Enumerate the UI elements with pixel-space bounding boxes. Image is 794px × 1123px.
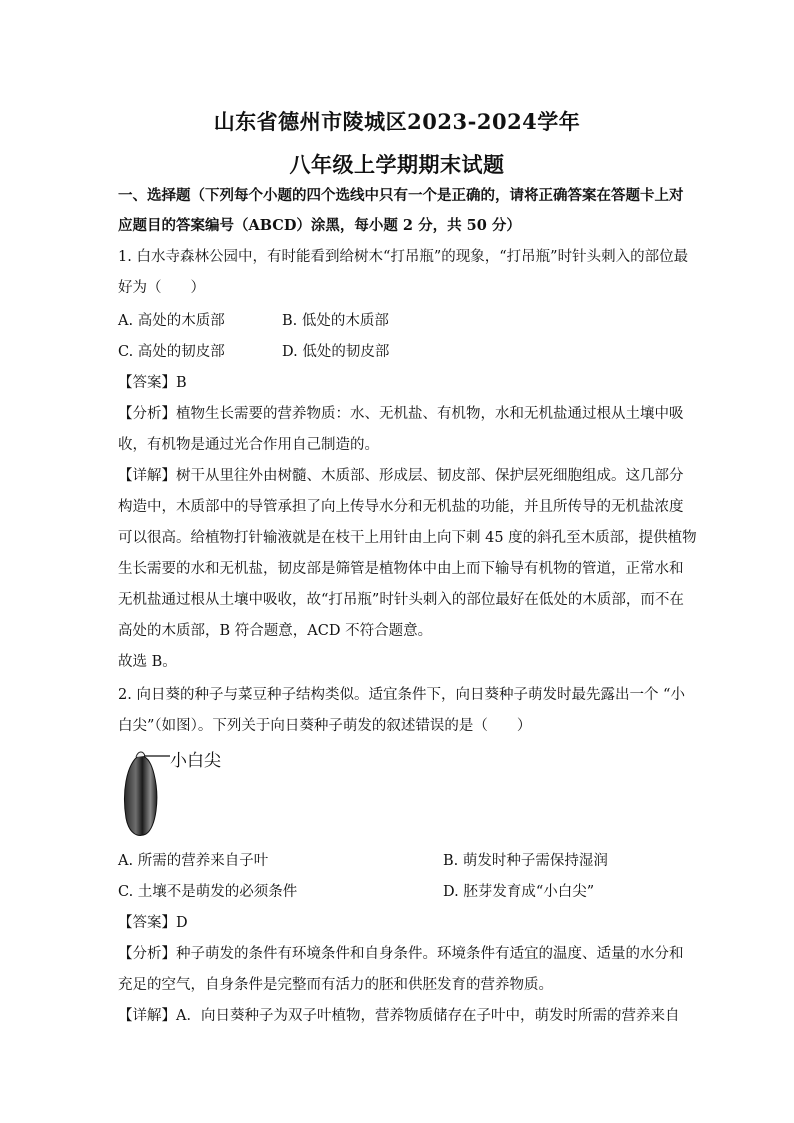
q1-stem-line2: 好为（ ）: [118, 280, 205, 296]
q2-option-d: D. 胚芽发育成“小白尖”: [443, 884, 595, 900]
q2-stem-line2: 白尖”（如图）。下列关于向日葵种子萌发的叙述错误的是（ ）: [118, 718, 532, 734]
q2-option-c: C. 土壤不是萌发的必须条件: [118, 884, 298, 900]
q1-detail-line5: 无机盐通过根从土壤中吸收，故“打吊瓶”时针头刺入的部位最好在低处的木质部，而不在: [118, 592, 684, 608]
q2-analysis-line1: 【分析】种子萌发的条件有环境条件和自身条件。环境条件有适宜的温度、适量的水分和: [118, 946, 684, 962]
q2-analysis-line2: 充足的空气，自身条件是完整而有活力的胚和供胚发育的营养物质。: [118, 977, 553, 993]
seed-figure-label: 小白尖: [170, 751, 221, 771]
q1-detail-line6: 高处的木质部，B 符合题意，ACD 不符合题意。: [118, 623, 433, 639]
q2-stem-line1: 2. 向日葵的种子与菜豆种子结构类似。适宜条件下，向日葵种子萌发时最先露出一个 “小: [118, 687, 685, 703]
q1-option-d: D. 低处的韧皮部: [282, 344, 390, 360]
q1-option-b: B. 低处的木质部: [282, 313, 389, 329]
q1-detail-line4: 生长需要的水和无机盐，韧皮部是筛管是植物体中由上而下输导有机物的管道，正常水和: [118, 561, 684, 577]
q1-answer: 【答案】B: [118, 375, 187, 391]
q1-analysis-line1: 【分析】植物生长需要的营养物质：水、无机盐、有机物，水和无机盐通过根从土壤中吸: [118, 406, 684, 422]
q1-detail-line2: 构造中，木质部中的导管承担了向上传导水分和无机盐的功能，并且所传导的无机盐浓度: [118, 499, 684, 515]
q2-detail-line1: 【详解】A．向日葵种子为双子叶植物，营养物质储存在子叶中，萌发时所需的营养来自: [118, 1008, 680, 1024]
q2-option-b: B. 萌发时种子需保持湿润: [443, 853, 608, 869]
q1-option-c: C. 高处的韧皮部: [118, 344, 225, 360]
q1-conclusion: 故选 B。: [118, 654, 177, 670]
doc-title-line2: 八年级上学期期末试题: [289, 152, 505, 177]
seed-body: [125, 756, 157, 836]
q1-detail-line1: 【详解】树干从里往外由树髓、木质部、形成层、韧皮部、保护层死细胞组成。这几部分: [118, 468, 684, 484]
section1-heading-line1: 一、选择题（下列每个小题的四个选线中只有一个是正确的，请将正确答案在答题卡上对: [118, 187, 684, 204]
q1-option-a: A. 高处的木质部: [118, 313, 225, 329]
q2-answer: 【答案】D: [118, 915, 188, 931]
doc-title-line1: 山东省德州市陵城区2023-2024学年: [213, 109, 581, 134]
q1-analysis-line2: 收，有机物是通过光合作用自己制造的。: [118, 437, 379, 453]
q1-detail-line3: 可以很高。给植物打针输液就是在枝干上用针由上向下刺 45 度的斜孔至木质部，提供植物: [118, 530, 697, 546]
q2-option-a: A. 所需的营养来自子叶: [118, 853, 269, 869]
section1-heading-line2: 应题目的答案编号（ABCD）涂黑，每小题 2 分，共 50 分）: [118, 217, 521, 234]
q1-stem-line1: 1. 白水寺森林公园中，有时能看到给树木“打吊瓶”的现象，“打吊瓶”时针头刺入的部位最: [118, 249, 689, 265]
